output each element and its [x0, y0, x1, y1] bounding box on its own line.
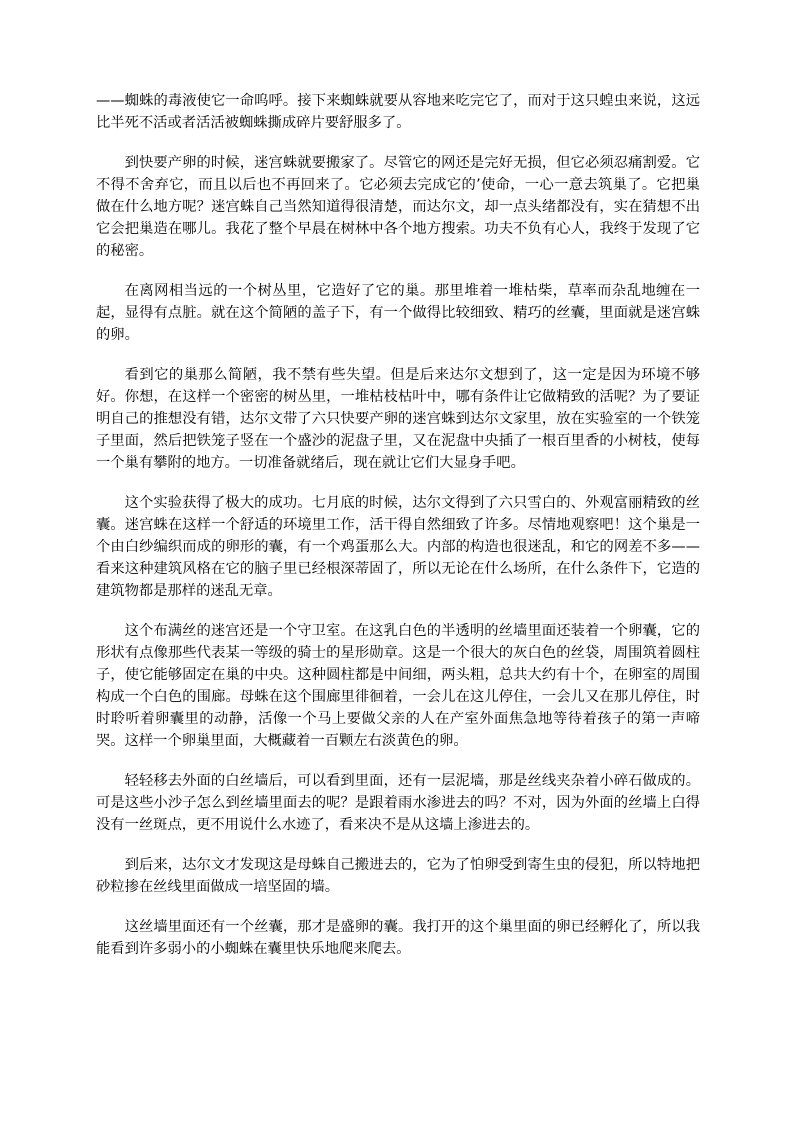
paragraph: 看到它的巢那么简陋，我不禁有些失望。但是后来达尔文想到了，这一定是因为环境不够好。你想，在这样一个密密的树丛里，一堆枯枝枯叶中，哪有条件让它做精致的活呢？为了要证明自己的推想没有错，达尔文带了六只快要产卵的迷宫蛛到达尔文家里，放在实验室的一个铁笼子里面，然后把铁笼子竖在一个盛沙的泥盘子里，又在泥盘中央插了一根百里香的小树枝，使每一个巢有攀附的地方。一切准备就绪后，现在就让它们大显身手吧。	[96, 367, 700, 471]
paragraph: 在离网相当远的一个树丛里，它造好了它的巢。那里堆着一堆枯柴，草率而杂乱地缠在一起，显得有点脏。就在这个简陋的盖子下，有一个做得比较细致、精巧的丝囊，里面就是迷宫蛛的卵。	[96, 283, 700, 343]
paragraph: 到快要产卵的时候，迷宫蛛就要搬家了。尽管它的网还是完好无损，但它必须忍痛割爱。它不得不舍弃它，而且以后也不再回来了。它必须去完成它的’使命，一心一意去筑巢了。它把巢做在什么地方呢？迷宫蛛自己当然知道得很清楚，而达尔文，却一点头绪都没有，实在猜想不出它会把巢造在哪儿。我花了整个早晨在树林中各个地方搜索。功夫不负有心人，我终于发现了它的秘密。	[96, 155, 700, 259]
paragraph: 这个布满丝的迷宫还是一个守卫室。在这乳白色的半透明的丝墙里面还装着一个卵囊，它的形状有点像那些代表某一等级的骑士的星形勋章。这是一个很大的灰白色的丝袋，周围筑着圆柱子，使它能够固定在巢的中央。这种圆柱都是中间细，两头粗，总共大约有十个，在卵室的周围构成一个白色的围廊。母蛛在这个围廊里徘徊着，一会儿在这儿停住，一会儿又在那儿停住，时时聆听着卵囊里的动静，活像一个马上要做父亲的人在产室外面焦急地等待着孩子的第一声啼哭。这样一个卵巢里面，大概藏着一百颗左右淡黄色的卵。	[96, 623, 700, 749]
document-page	[96, 90, 700, 978]
paragraph: 轻轻移去外面的白丝墙后，可以看到里面，还有一层泥墙，那是丝线夹杂着小碎石做成的。可是这些小沙子怎么到丝墙里面去的呢？是跟着雨水渗进去的吗？不对，因为外面的丝墙上白得没有一丝斑点，更不用说什么水迹了，看来决不是从这墙上渗进去的。	[96, 773, 700, 833]
paragraph: ——蜘蛛的毒液使它一命呜呼。接下来蜘蛛就要从容地来吃完它了，而对于这只蝗虫来说，这远比半死不活或者活活被蜘蛛撕成碎片要舒服多了。	[96, 93, 700, 131]
paragraph: 到后来，达尔文才发现这是母蛛自己搬进去的，它为了怕卵受到寄生虫的侵犯，所以特地把砂粒掺在丝线里面做成一培坚固的墙。	[96, 857, 700, 895]
paragraph: 这丝墙里面还有一个丝囊，那才是盛卵的囊。我打开的这个巢里面的卵已经孵化了，所以我能看到许多弱小的小蜘蛛在囊里快乐地爬来爬去。	[96, 919, 700, 957]
paragraph: 这个实验获得了极大的成功。七月底的时候，达尔文得到了六只雪白的、外观富丽精致的丝囊。迷宫蛛在这样一个舒适的环境里工作，活干得自然细致了许多。尽情地观察吧！这个巢是一个由白纱编织而成的卵形的囊，有一个鸡蛋那么大。内部的构造也很迷乱，和它的网差不多——看来这种建筑风格在它的脑子里已经根深蒂固了，所以无论在什么场所，在什么条件下，它造的建筑物都是那样的迷乱无章。	[96, 495, 700, 599]
